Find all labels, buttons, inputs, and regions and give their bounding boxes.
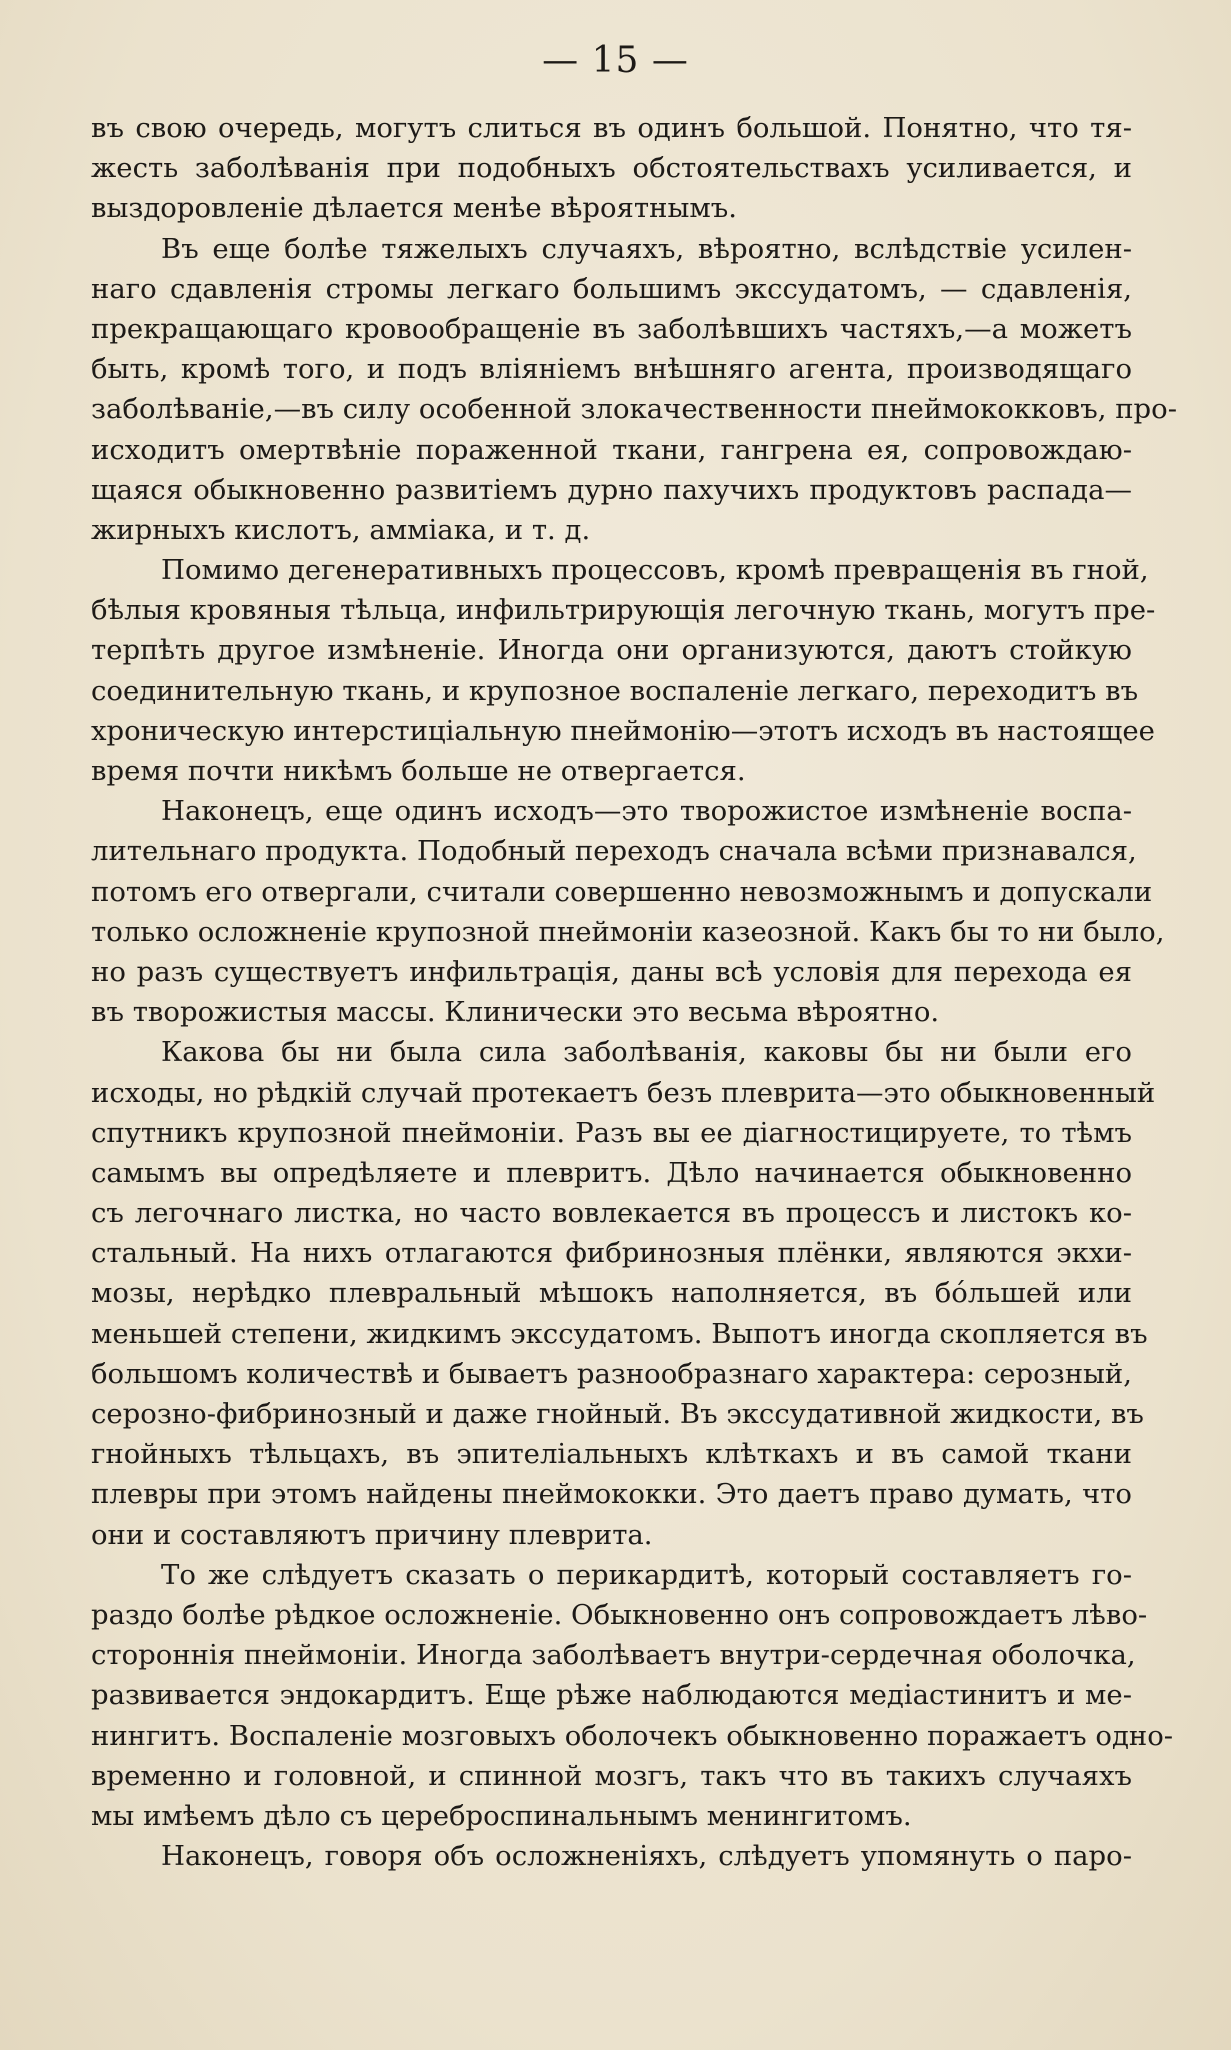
text-line: съ легочнаго листка, но часто вовлекается въ процессъ и листокъ ко-: [91, 1197, 1132, 1230]
text-line: мозы, нерѣдко плевральный мѣшокъ наполняется, въ бо́льшей или: [91, 1277, 1132, 1310]
text-line: они и составляютъ причину плеврита.: [91, 1518, 653, 1551]
text-line: То же слѣдуетъ сказать о перикардитѣ, который составляетъ го-: [161, 1558, 1132, 1591]
text-line: развивается эндокардитъ. Еще рѣже наблюдаются медіастинитъ и ме-: [91, 1679, 1132, 1712]
text-line: въ творожистыя массы. Клинически это весьма вѣроятно.: [91, 996, 940, 1029]
text-line: исходы, но рѣдкій случай протекаетъ безъ плеврита—это обыкновенный: [91, 1076, 1156, 1109]
text-line: плевры при этомъ найдены пнеймококки. Это даетъ право думать, что: [91, 1478, 1132, 1511]
text-line: терпѣть другое измѣненіе. Иногда они организуются, даютъ стойкую: [91, 634, 1132, 667]
text-line: щаяся обыкновенно развитіемъ дурно пахучихъ продуктовъ распада—: [91, 473, 1132, 506]
paragraph: [91, 550, 1156, 791]
text-line: лительнаго продукта. Подобный переходъ сначала всѣми признавался,: [91, 835, 1137, 868]
text-line: соединительную ткань, и крупозное воспаленіе легкаго, переходитъ въ: [91, 674, 1139, 707]
text-line: Помимо дегенеративныхъ процессовъ, кромѣ превращенія въ гной,: [161, 554, 1149, 587]
text-line: меньшей степени, жидкимъ экссудатомъ. Выпотъ иногда скопляется въ: [91, 1317, 1148, 1350]
text-line: нингитъ. Воспаленіе мозговыхъ оболочекъ обыкновенно поражаетъ одно-: [91, 1719, 1174, 1752]
text-line: большомъ количествѣ и бываетъ разнообразнаго характера: серозный,: [91, 1357, 1132, 1390]
text-line: наго сдавленія стромы легкаго большимъ экссудатомъ, — сдавленія,: [91, 272, 1132, 305]
text-line: гнойныхъ тѣльцахъ, въ эпителіальныхъ клѣткахъ и въ самой ткани: [91, 1438, 1132, 1471]
paragraph: [91, 1032, 1156, 1554]
text-line: но разъ существуетъ инфильтрація, даны всѣ условія для перехода ея: [91, 955, 1132, 988]
text-line: заболѣваніе,—въ силу особенной злокачественности пнеймококковъ, про-: [91, 393, 1178, 426]
text-line: стороннія пнеймоніи. Иногда заболѣваетъ внутри-сердечная оболочка,: [91, 1639, 1136, 1672]
paragraph: [91, 229, 1178, 551]
text-line: серозно-фибринозный и даже гнойный. Въ экссудативной жидкости, въ: [91, 1398, 1144, 1430]
text-line: мы имѣемъ дѣло съ цереброспинальнымъ менингитомъ.: [91, 1799, 912, 1832]
text-line: Въ еще болѣе тяжелыхъ случаяхъ, вѣроятно, вслѣдствіе усилен-: [161, 232, 1132, 265]
text-line: бѣлыя кровяныя тѣльца, инфильтрирующія легочную ткань, могутъ пре-: [91, 594, 1156, 627]
text-line: жирныхъ кислотъ, амміака, и т. д.: [91, 513, 591, 546]
text-line: въ свою очередь, могутъ слиться въ одинъ большой. Понятно, что тя-: [91, 112, 1132, 144]
text-line: жесть заболѣванія при подобныхъ обстоятельствахъ усиливается, и: [91, 152, 1132, 185]
text-line: прекращающаго кровообращеніе въ заболѣвшихъ частяхъ,—а можетъ: [91, 312, 1132, 345]
text-line: время почти никѣмъ больше не отвергается.: [91, 755, 746, 787]
text-line: самымъ вы опредѣляете и плевритъ. Дѣло начинается обыкновенно: [91, 1156, 1132, 1189]
text-line: только осложненіе крупозной пнеймоніи казеозной. Какъ бы то ни было,: [91, 915, 1165, 948]
text-line: Наконецъ, еще одинъ исходъ—это творожистое измѣненіе воспа-: [161, 795, 1132, 828]
text-line: спутникъ крупозной пнеймоніи. Разъ вы ее діагностицируете, то тѣмъ: [91, 1116, 1132, 1149]
text-line: потомъ его отвергали, считали совершенно невозможнымъ и допускали: [91, 875, 1153, 908]
paragraph: [91, 1555, 1174, 1836]
paragraph: [91, 1836, 1132, 1876]
text-line: хроническую интерстиціальную пнеймонію—этотъ исходъ въ настоящее: [91, 714, 1155, 747]
text-line: Какова бы ни была сила заболѣванія, каковы бы ни были его: [161, 1036, 1132, 1069]
text-line: Наконецъ, говоря объ осложненіяхъ, слѣдуетъ упомянуть о паро-: [161, 1840, 1132, 1873]
page-number: — 15 —: [542, 40, 689, 81]
text-line: быть, кромѣ того, и подъ вліяніемъ внѣшняго агента, производящаго: [91, 353, 1132, 386]
paragraph: [91, 108, 1132, 229]
paragraph: [91, 791, 1165, 1032]
text-line: временно и головной, и спинной мозгъ, такъ что въ такихъ случаяхъ: [91, 1759, 1132, 1792]
text-line: выздоровленіе дѣлается менѣе вѣроятнымъ.: [91, 192, 737, 225]
text-line: раздо болѣе рѣдкое осложненіе. Обыкновенно онъ сопровождаетъ лѣво-: [91, 1598, 1148, 1631]
text-line: стальный. На нихъ отлагаются фибринозныя плёнки, являются экхи-: [91, 1237, 1132, 1270]
body-text: [91, 108, 1178, 1876]
text-line: исходитъ омертвѣніе пораженной ткани, гангрена ея, сопровождаю-: [91, 433, 1132, 466]
